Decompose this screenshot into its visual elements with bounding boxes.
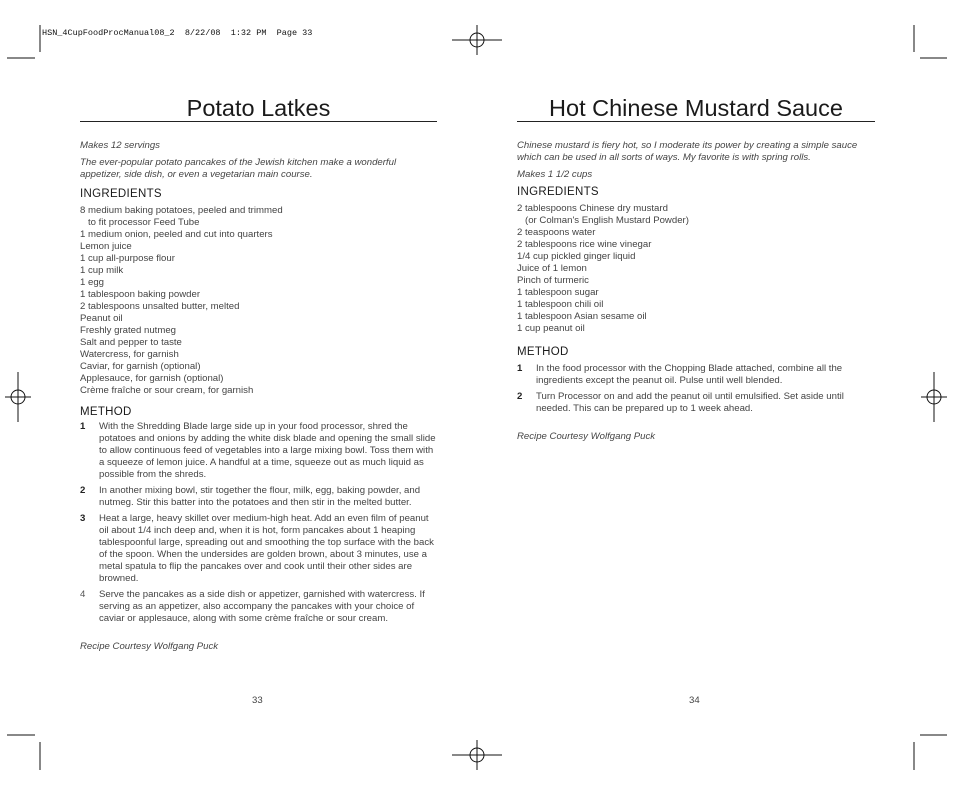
page-number: 34	[689, 695, 700, 706]
step-number: 1	[517, 363, 523, 374]
step-text: With the Shredding Blade large side up in your food processor, shred the potatoes and onions by adding the white disk blade and opening the small slide to allow continuous feed of vegetables into a large mixing bowl. Toss them with a squeeze of lemon juice. A handful at a time, squeeze out as much liquid as possible from the shreds.	[99, 421, 436, 480]
step-text: In another mixing bowl, stir together the flour, milk, egg, baking powder, and nutmeg. Stir this batter into the potatoes and then stir in the melted butter.	[99, 485, 421, 508]
ingredient: 8 medium baking potatoes, peeled and trimmed	[80, 205, 283, 216]
method-heading: METHOD	[517, 346, 569, 358]
method-step	[80, 589, 437, 625]
step-number: 4	[80, 589, 86, 600]
method-step	[80, 485, 437, 509]
recipe-credit: Recipe Courtesy Wolfgang Puck	[80, 641, 219, 652]
ingredient: Freshly grated nutmeg	[80, 325, 176, 336]
left-page	[80, 95, 437, 653]
ingredient: 2 teaspoons water	[517, 227, 596, 238]
step-number: 2	[517, 391, 523, 402]
ingredient: 2 tablespoons unsalted butter, melted	[80, 301, 240, 312]
ingredients-list	[80, 205, 437, 397]
ingredient: 1 tablespoon baking powder	[80, 289, 201, 300]
ingredient: Juice of 1 lemon	[517, 263, 587, 274]
ingredient: 1 cup milk	[80, 265, 124, 276]
ingredient: Crème fraîche or sour cream, for garnish	[80, 385, 254, 396]
ingredient: 1 medium onion, peeled and cut into quarters	[80, 229, 273, 240]
ingredient: 2 tablespoons rice wine vinegar	[517, 239, 652, 250]
method-step	[80, 513, 437, 585]
ingredient: Pinch of turmeric	[517, 275, 589, 286]
ingredient: (or Colman's English Mustard Powder)	[517, 215, 689, 226]
recipe-intro: Chinese mustard is fiery hot, so I moderate its power by creating a simple sauce which can be used in all sorts of ways. My favorite is with spring rolls.	[517, 140, 858, 163]
ingredient: Salt and pepper to taste	[80, 337, 182, 348]
registration-mark-bottom	[452, 740, 502, 770]
ingredients-heading: INGREDIENTS	[80, 188, 162, 200]
registration-mark-right	[921, 372, 947, 422]
ingredients-heading: INGREDIENTS	[517, 186, 599, 198]
print-slug-line: HSN_4CupFoodProcManual08_2 8/22/08 1:32 PM Page 33	[42, 28, 313, 38]
ingredient: to fit processor Feed Tube	[80, 217, 200, 228]
ingredient: 1 tablespoon Asian sesame oil	[517, 311, 647, 322]
registration-mark-left	[5, 372, 31, 422]
servings: Makes 1 1/2 cups	[517, 169, 593, 180]
ingredient: 1 cup peanut oil	[517, 323, 585, 334]
ingredient: 1/4 cup pickled ginger liquid	[517, 251, 636, 262]
ingredient: 1 cup all-purpose flour	[80, 253, 175, 264]
ingredient: Peanut oil	[80, 313, 123, 324]
step-text: In the food processor with the Chopping Blade attached, combine all the ingredients except the peanut oil. Pulse until well blended.	[536, 363, 843, 386]
recipe-title: Potato Latkes	[80, 95, 437, 122]
recipe-intro: The ever-popular potato pancakes of the Jewish kitchen make a wonderful appetizer, side dish, or even a vegetarian main course.	[80, 157, 397, 180]
method-step	[517, 363, 875, 387]
right-page	[517, 95, 875, 443]
method-steps	[80, 421, 437, 625]
step-number: 2	[80, 485, 86, 496]
ingredient: Watercress, for garnish	[80, 349, 179, 360]
ingredient: 2 tablespoons Chinese dry mustard	[517, 203, 668, 214]
step-text: Turn Processor on and add the peanut oil until emulsified. Set aside until needed. This can be prepared up to 1 week ahead.	[536, 391, 844, 414]
ingredient: Applesauce, for garnish (optional)	[80, 373, 224, 384]
ingredients-list	[517, 203, 875, 335]
registration-mark-top	[452, 25, 502, 55]
step-number: 3	[80, 513, 86, 524]
servings: Makes 12 servings	[80, 140, 160, 151]
recipe-credit: Recipe Courtesy Wolfgang Puck	[517, 431, 656, 442]
ingredient: Caviar, for garnish (optional)	[80, 361, 201, 372]
page-number: 33	[252, 695, 263, 706]
ingredient: Lemon juice	[80, 241, 132, 252]
method-step	[80, 421, 437, 481]
ingredient: 1 tablespoon sugar	[517, 287, 599, 298]
method-heading: METHOD	[80, 406, 132, 418]
method-step	[517, 391, 875, 415]
step-text: Heat a large, heavy skillet over medium-high heat. Add an even film of peanut oil about 1/4 inch deep and, when it is hot, form pancakes about 1 heaping tablespoonful large, spreading out and smoothing the top surface with the back of the spoon. When the undersides are golden brown, about 3 minutes, use a metal spatula to flip the pancakes over and cook until their other sides are browned.	[99, 513, 434, 584]
ingredient: 1 tablespoon chili oil	[517, 299, 604, 310]
ingredient: 1 egg	[80, 277, 105, 288]
recipe-title: Hot Chinese Mustard Sauce	[517, 95, 875, 122]
step-text: Serve the pancakes as a side dish or appetizer, garnished with watercress. If serving as an appetizer, also accompany the pancakes with your choice of caviar or applesauce, along with some crème fraîche or sour cream.	[99, 589, 425, 624]
method-steps	[517, 363, 875, 415]
step-number: 1	[80, 421, 86, 432]
